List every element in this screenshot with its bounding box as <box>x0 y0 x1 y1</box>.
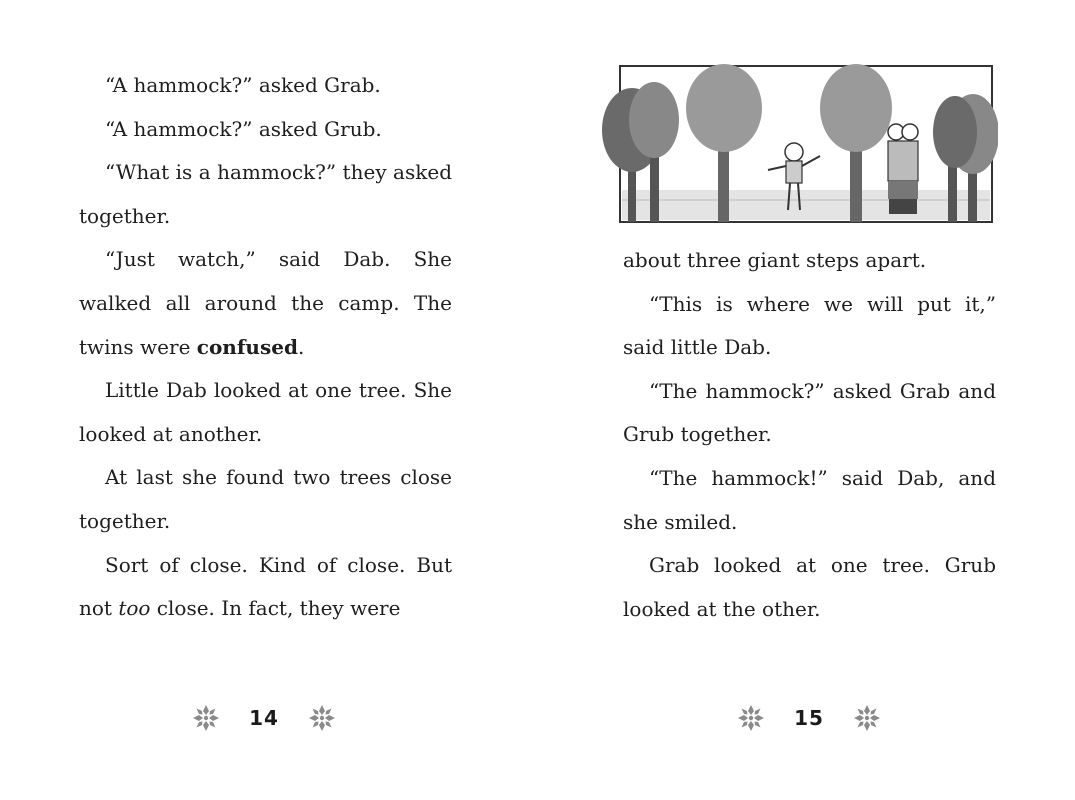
paragraph: “Just watch,” said Dab. She walked all around the camp. The twins were confused. <box>79 247 452 359</box>
snowflake-ornament-icon <box>737 704 765 732</box>
emphasized-word: too <box>118 596 151 621</box>
paragraph: “A hammock?” asked Grub. <box>105 116 382 141</box>
paragraph: “A hammock?” asked Grab. <box>105 73 381 97</box>
page-number: 15 <box>794 706 824 730</box>
paragraph: Grab looked at one tree. Grub looked at the other. <box>623 553 996 621</box>
paragraph: about three giant steps apart. <box>623 248 927 272</box>
left-page <box>0 0 537 800</box>
snowflake-ornament-icon <box>853 704 881 732</box>
illustration-trees-and-children <box>600 60 998 230</box>
snowflake-ornament-icon <box>192 704 220 732</box>
paragraph: At last she found two trees close together. <box>79 465 452 533</box>
paragraph: “The hammock!” said Dab, and she smiled. <box>623 465 996 534</box>
left-page-text <box>79 64 452 631</box>
right-page-text <box>623 239 996 631</box>
twins-grab-and-grub <box>888 124 918 214</box>
paragraph: “This is where we will put it,” said little Dab. <box>623 291 996 360</box>
paragraph: Little Dab looked at one tree. She looked at another. <box>79 378 452 446</box>
page-number: 14 <box>249 706 279 730</box>
snowflake-ornament-icon <box>308 704 336 732</box>
page-folio <box>737 704 881 732</box>
right-page <box>537 0 1075 800</box>
paragraph: “The hammock?” asked Grab and Grub together. <box>623 378 996 447</box>
page-folio <box>192 704 336 732</box>
vocabulary-word: confused <box>196 334 298 359</box>
paragraph: Sort of close. Kind of close. But not too close. In fact, they were <box>79 552 452 621</box>
paragraph: “What is a hammock?” they asked together. <box>79 160 452 228</box>
